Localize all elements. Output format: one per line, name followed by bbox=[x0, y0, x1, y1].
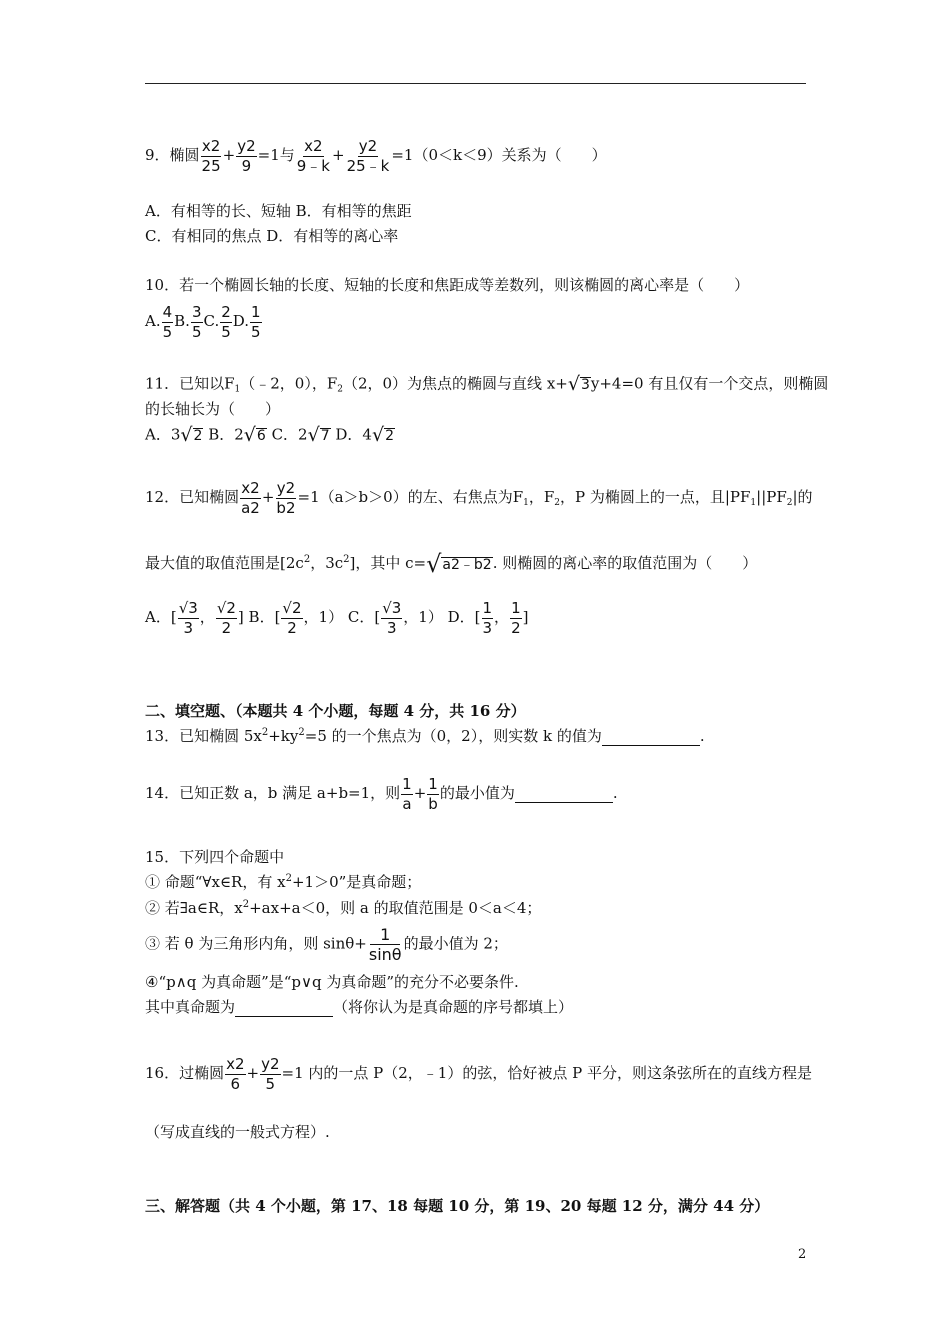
question-14: 14．已知正数 a，b 满足 a+b=1，则 $\frac{1}{a}$ + $\frac{1}{b}$ 的最小值为 . bbox=[145, 775, 618, 813]
answer-blank[interactable] bbox=[602, 730, 700, 746]
question-11-stem: 11．已知以$F_1(﹣2$，0），$F_2(2$，0）为焦点的椭圆与直线 x+ √ 3 y+4=0 有且仅有一个交点，则椭圆 bbox=[145, 373, 829, 395]
q15-item-4: ④“p∧q 为真命题”是“p∨q 为真命题”的充分不必要条件. bbox=[145, 973, 519, 991]
fraction: $\frac{1}{3}$ bbox=[482, 599, 493, 637]
fraction: $\frac{2}{5}$ bbox=[221, 303, 231, 341]
fraction: $\frac{x2}{9﹣k}$ bbox=[296, 137, 330, 175]
fraction: $\frac{√3}{3}$ bbox=[178, 599, 198, 637]
q12-options: A．[ $\frac{√3}{3}$ ， $\frac{√2}{2}$ ] B．[ $\frac{√2}{2}$ ，1） C．[ $\frac{√3}{3}$ ，1） D．[ $\frac{1}{3}$ ， $\frac{1}{2}$ ] bbox=[145, 599, 529, 637]
q15-item-2: ② 若∃a∈R，$x^2+ax+a<0$，则 a 的取值范围是 0＜a＜4； bbox=[145, 899, 542, 917]
page-number: 2 bbox=[798, 1247, 807, 1262]
question-13: 13．已知椭圆 $5x^2+ky^2=5$ 的一个焦点为（0，2），则实数 k 的值为 . bbox=[145, 727, 705, 745]
q11-stem-line2: 的长轴长为（ ） bbox=[145, 400, 281, 418]
fraction: $\frac{x2}{a2}$ bbox=[241, 479, 260, 517]
sqrt: √ a2﹣b2 bbox=[426, 550, 492, 578]
q9-options-ab: A．有相等的长、短轴 B．有相等的焦距 bbox=[145, 202, 412, 220]
question-16-stem: 16．过椭圆 $\frac{x2}{6}$ + $\frac{y2}{5}$ =1 内的一点 P（2，﹣1）的弦，恰好被点 P 平分，则这条弦所在的直线方程是 bbox=[145, 1055, 812, 1093]
q12-stem-line2: 最大值的取值范围是[$2c^2$，$3c^2$]，其中 c= √ a2﹣b2 . 则椭圆的离心率的取值范围为（ ） bbox=[145, 550, 758, 578]
fraction: $\frac{y2}{b2}$ bbox=[276, 479, 296, 517]
fraction: $\frac{y2}{25﹣k}$ bbox=[346, 137, 390, 175]
sqrt: √ 6 bbox=[243, 424, 266, 446]
q15-item-1: ① 命题“∀x∈R，有 $x^2+1>0$”是真命题； bbox=[145, 873, 422, 891]
question-12-stem: 12．已知椭圆 $\frac{x2}{a2}$ + $\frac{y2}{b2}$ =1（a＞b＞0）的左、右焦点为$F_1$，$F_2$，P 为椭圆上的一点，且$|PF_1||PF_2|$的 bbox=[145, 479, 813, 517]
sqrt: √ 2 bbox=[371, 424, 394, 446]
q11-options: A．3 √ 2 B．2 √ 6 C．2 √ 7 D．4 √ 2 bbox=[145, 424, 394, 446]
section-3-heading: 三、解答题（共 4 个小题，第 17、18 每题 10 分，第 19、20 每题 12 分，满分 44 分） bbox=[145, 1197, 770, 1215]
fraction: $\frac{1}{\sin\theta}$ bbox=[368, 925, 402, 964]
fraction: $\frac{1}{b}$ bbox=[428, 775, 438, 813]
fraction: $\frac{4}{5}$ bbox=[162, 303, 173, 341]
question-15-stem: 15．下列四个命题中 bbox=[145, 848, 285, 866]
question-9-stem: 9．椭圆 $\frac{x2}{25}$ + $\frac{y2}{9}$ =1与 $\frac{x2}{9﹣k}$ + $\frac{y2}{25﹣k}$ =1（0＜k＜9）关系为（ ） bbox=[145, 137, 607, 175]
answer-blank[interactable] bbox=[515, 787, 613, 803]
fraction: $\frac{√2}{2}$ bbox=[282, 599, 302, 637]
fraction: $\frac{√3}{3}$ bbox=[382, 599, 402, 637]
question-10-stem: 10．若一个椭圆长轴的长度、短轴的长度和焦距成等差数列，则该椭圆的离心率是（ ） bbox=[145, 276, 750, 294]
sqrt: √ 2 bbox=[180, 424, 203, 446]
q10-options: A. $\frac{4}{5}$ B. $\frac{3}{5}$ C. $\frac{2}{5}$ D. $\frac{1}{5}$ bbox=[145, 303, 261, 341]
q16-stem-line2: （写成直线的一般式方程）. bbox=[145, 1123, 330, 1141]
fraction: $\frac{x2}{25}$ bbox=[201, 137, 221, 175]
fraction: $\frac{3}{5}$ bbox=[191, 303, 202, 341]
sqrt: √ 7 bbox=[307, 424, 330, 446]
q15-answer-line: 其中真命题为 （将你认为是真命题的序号都填上） bbox=[145, 998, 574, 1016]
fraction: $\frac{1}{5}$ bbox=[251, 303, 261, 341]
fraction: $\frac{y2}{5}$ bbox=[261, 1055, 280, 1093]
fraction: $\frac{x2}{6}$ bbox=[226, 1055, 245, 1093]
sqrt: √ 3 bbox=[567, 373, 590, 395]
q15-item-3: ③ 若 θ 为三角形内角，则 sinθ+ $\frac{1}{\sin\theta}$ 的最小值为 2； bbox=[145, 925, 508, 964]
fraction: $\frac{1}{2}$ bbox=[511, 599, 521, 637]
q9-label: 9．椭圆 bbox=[145, 146, 200, 164]
q9-options-cd: C．有相同的焦点 D．有相等的离心率 bbox=[145, 227, 399, 245]
fraction: $\frac{y2}{9}$ bbox=[237, 137, 256, 175]
answer-blank[interactable] bbox=[235, 1001, 333, 1017]
fraction: $\frac{√2}{2}$ bbox=[216, 599, 236, 637]
fraction: $\frac{1}{a}$ bbox=[402, 775, 412, 813]
section-2-heading: 二、填空题、（本题共 4 个小题，每题 4 分，共 16 分） bbox=[145, 702, 526, 720]
header-rule bbox=[145, 83, 806, 84]
